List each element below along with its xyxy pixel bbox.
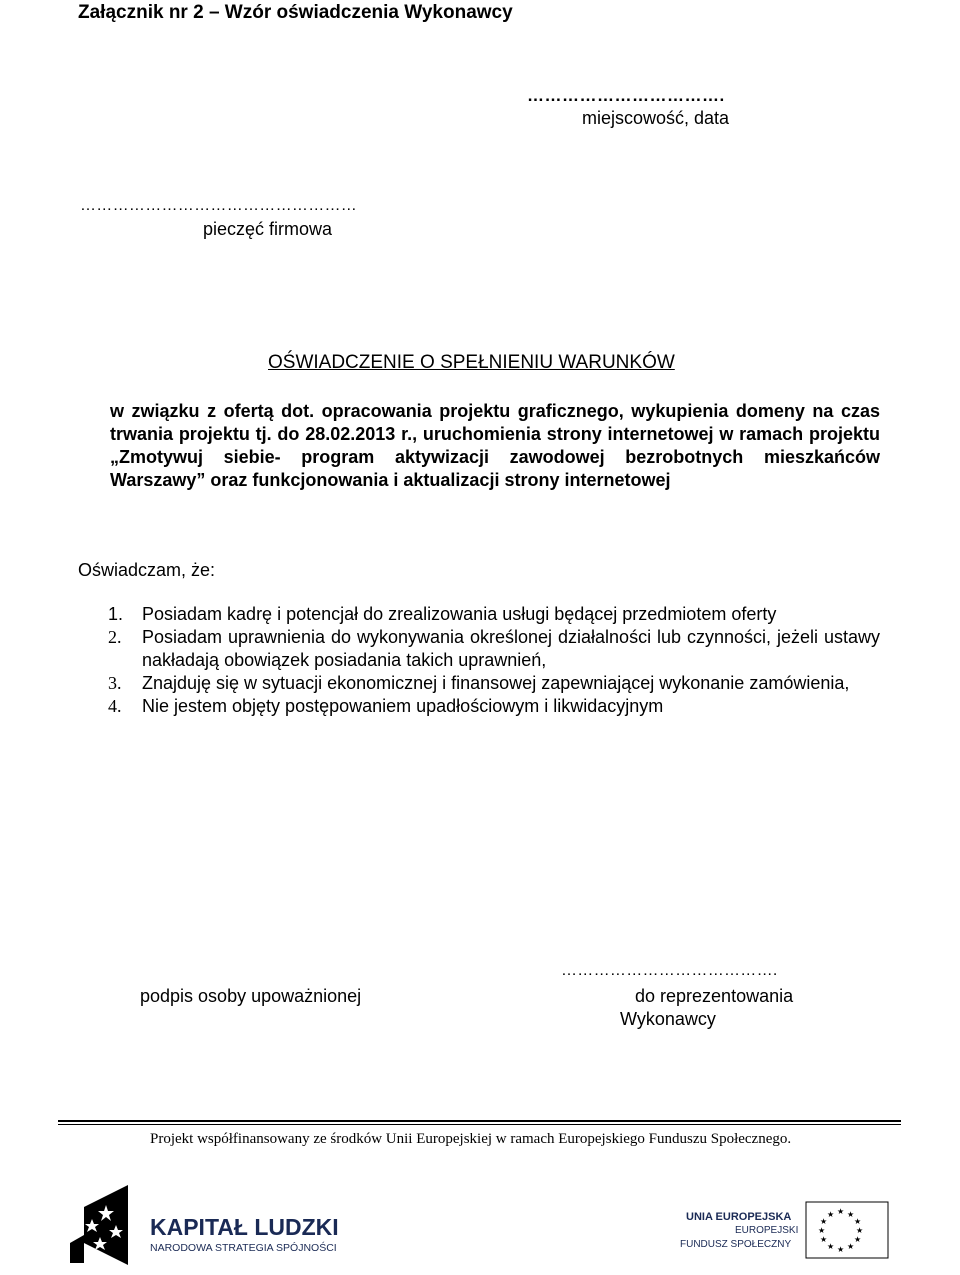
svg-text:★: ★ <box>847 1210 855 1219</box>
list-item-number: 1. <box>108 604 124 624</box>
svg-text:★: ★ <box>827 1242 835 1251</box>
intro-paragraph <box>110 400 880 492</box>
signature-label: podpis osoby upoważnionej <box>140 986 362 1006</box>
svg-text:★: ★ <box>856 1226 864 1235</box>
logo-left-title: KAPITAŁ LUDZKI <box>150 1214 339 1240</box>
list-item <box>108 626 880 672</box>
signature-representation-label: do reprezentowania <box>635 986 794 1006</box>
svg-text:★: ★ <box>847 1242 855 1251</box>
list-item-number: 3. <box>108 673 122 693</box>
kapital-ludzki-logo <box>68 1185 368 1265</box>
logo-right-line2: EUROPEJSKI <box>735 1225 799 1236</box>
svg-text:★: ★ <box>854 1235 862 1244</box>
eu-social-fund-logo <box>678 1200 890 1260</box>
statement-label: Oświadczam, że: <box>78 560 216 580</box>
signature-placeholder-dots: …………………………………. <box>561 962 778 979</box>
logo-right-title: UNIA EUROPEJSKA <box>686 1211 792 1223</box>
list-item <box>108 603 880 626</box>
list-item-text: Znajduję się w sytuacji ekonomicznej i finansowej zapewniającej wykonanie zamówienia, <box>142 673 850 693</box>
footer-divider <box>58 1120 901 1122</box>
list-item-text: Posiadam kadrę i potencjał do zrealizowania usługi będącej przedmiotem oferty <box>142 604 777 624</box>
document-title: Załącznik nr 2 – Wzór oświadczenia Wykonawcy <box>78 2 513 23</box>
stamp-label: pieczęć firmowa <box>203 219 333 239</box>
svg-text:★: ★ <box>818 1226 826 1235</box>
date-label: miejscowość, data <box>582 108 730 128</box>
list-item-number: 4. <box>108 696 122 716</box>
svg-text:★: ★ <box>854 1217 862 1226</box>
svg-text:★: ★ <box>827 1210 835 1219</box>
list-item-text: Nie jestem objęty postępowaniem upadłościowym i likwidacyjnym <box>142 696 664 716</box>
list-item <box>108 695 880 718</box>
logo-right-line3: FUNDUSZ SPOŁECZNY <box>680 1239 792 1250</box>
date-placeholder-dots: ……………………………. <box>527 86 725 105</box>
footer-divider-thin <box>58 1124 901 1125</box>
logo-left-subtitle: NARODOWA STRATEGIA SPÓJNOŚCI <box>150 1242 337 1254</box>
declaration-list <box>108 603 880 718</box>
svg-text:★: ★ <box>837 1245 845 1254</box>
svg-text:★: ★ <box>820 1217 828 1226</box>
intro-rest-text: , uruchomienia strony internetowej w ramach projektu „Zmotywuj siebie- program aktywizacji zawodowej bezrobotnych mieszkańców Warszawy” oraz funkcjonowania i aktualizacji strony internetowej <box>110 424 880 490</box>
list-item-number: 2. <box>108 627 122 647</box>
list-item <box>108 672 880 695</box>
stamp-placeholder-dots: …………………………………………… <box>80 197 358 214</box>
intro-bold-text: w związku z ofertą dot. opracowania projektu graficznego, wykupienia domeny na czas trwania projektu tj. do 28.02.2013 r. <box>110 401 880 444</box>
svg-text:★: ★ <box>820 1235 828 1244</box>
svg-text:★: ★ <box>837 1207 845 1216</box>
footer-text: Projekt współfinansowany ze środków Unii Europejskiej w ramach Europejskiego Funduszu Społecznego. <box>150 1131 792 1147</box>
declaration-heading: OŚWIADCZENIE O SPEŁNIENIU WARUNKÓW <box>268 352 675 373</box>
signature-contractor-label: Wykonawcy <box>620 1009 716 1029</box>
list-item-text: Posiadam uprawnienia do wykonywania określonej działalności lub czynności, jeżeli ustawy nakładają obowiązek posiadania takich uprawnień, <box>142 627 880 670</box>
